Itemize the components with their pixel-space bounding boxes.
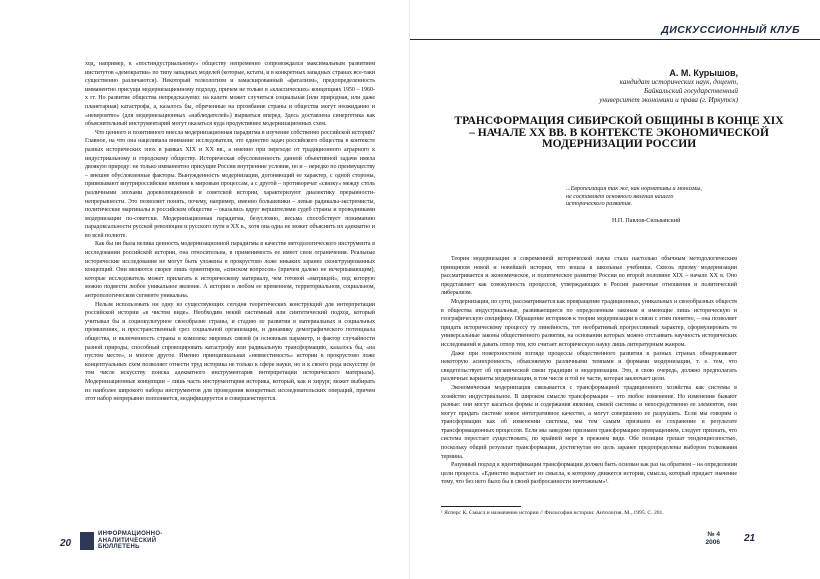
right-paragraph: Даже при поверхностном взгляде процессы общественного развития в разных странах обнаруживают некоторую асинхронность, объясняемую различными темпами и формами модернизации, т. е. тем, что свидетельствует об органической связи традиции и модернизации. Это, в свою очередь, должно предполагать различные варианты модернизации, в том числе и той ее части, которая заключает цели. bbox=[441, 350, 737, 383]
header-rule bbox=[410, 39, 820, 40]
page-number-left: 20 bbox=[60, 538, 72, 549]
right-paragraph: Экономическая модернизация связывается с трансформацией традиционного хозяйства как системы в хозяйство индустриальное. В широком смысле трансформация – это любое изменение. Но изменения бывают разные: они могут касаться формы и содержания явления, связей системы и непосредственно ее элементов, они могут придать системе новое интегративное качество, а могут совершенно ее разрушить. Если мы говорим о трансформации как об изменении системы, мы тем самым признаем ее сохранение в результате трансформационных процессов. Если мы заведомо признаем трансформацию превращением, следует признать, что система перестает существовать, по крайней мере в прежнем виде. Обе позиции грешат тенденциозностью, поскольку общий результат трансформации, достигнутая ею цель заранее предопределены выбором толкования термина. bbox=[441, 384, 737, 460]
page-number-right: 21 bbox=[744, 533, 756, 544]
issue-year: 2006 bbox=[705, 538, 720, 546]
footer-left bbox=[60, 533, 71, 551]
issue-number: № 4 bbox=[707, 531, 720, 538]
footnote-rule bbox=[441, 506, 521, 507]
left-column bbox=[85, 60, 375, 404]
right-paragraph: Теория модернизации в современной исторической науке стала настолько обычным методологическим принципом новой и новейшей истории, что вошла в школьные учебники. Сквозь призму модернизации рассматривается и экономическое, и политическое развитие России во второй половине XIX – начале XX в. Оно представляет как совокупность процессов, утверждающих в России рыночные отношения и политический либерализм. bbox=[441, 256, 737, 297]
right-column bbox=[441, 255, 737, 487]
left-paragraph: Нельзя использовать ни одну из существующих сегодня теоретических конструкций для интерпретации российской истории «в чистом виде». Необходим некий системный или синтетический подход, который учитывал бы и социокультурное своеобразие страны, и стадию ее развития в материальных и социальных проявлениях, и пространственный срез социальной организации, и динамику демографического потенциала общества, и включенность страны в комплекс мировых связей (и основным параметр, и фактор случайности разной природы, способный спровоцировать катастрофу или радикальную трансформацию, казалось бы, «на пустом месте», и многое другое. Именно принципиальная «невместимость» истории в прокрустово ложе концептуальных схем позволяет отнести труд историка не только к сфере науки, но и к своего рода искусству (в том числе искусству поиска адекватного инструментария интерпретации исторического материала). Модернизационные концепции – лишь часть инструментария историка, который, как и хирург, может выбирать из наиболее широкого набора инструментов для проведения конкретных исследовательских операций, причем этот набор непрерывно пополняется, модифицируется и совершенствуется. bbox=[85, 301, 375, 403]
author-block bbox=[438, 68, 738, 105]
bulletin-logo-text: ИНФОРМАЦИОННО- АНАЛИТИЧЕСКИЙ БЮЛЛЕТЕНЬ bbox=[98, 531, 163, 551]
epigraph: ...Европеизация так же, как нормативы и монизмы, не составляет основного явления нашего исторического развития. bbox=[566, 186, 702, 208]
bulletin-logo bbox=[80, 531, 163, 551]
left-paragraph: Что ценного и позитивного внесла модернизационная парадигма в изучение собственно российской истории? Главное, на что она нацеливала внимание исследователя, это единство задач российского общества в контексте разных исторических эпох в рамках XIX и XX вв., а именно при переходе от традиционного аграрного к индустриальному и городскому обществу. Историческая обусловленность данной объективной задачи имела двоякую природу: не только имманентно присущие России внутренние условия, но и – нередко по преимуществу – внешне обусловленные факторы. Вынужденность модернизации, догоняющий ее характер, с одной стороны, привязывают внутрироссийские явления к мировым процессам, а с другой – противоречат «связку» между столь различными эпохами дореволюционной и советской истории, характеризуют диалектику прерывности-непрерывности. Это позволяет понять, почему, например, именно большевики – левые радикалы-экстремисты, политические маргиналы в российском обществе – оказались вдруг вершителями судеб страны и проводниками модернизации по-советски. Модернизационная парадигма, безусловно, весьма способствует пониманию парадоксальности русской революции и русского пути в XX в., хотя она одна не может объяснить их адекватно и во всей полноте. bbox=[85, 129, 375, 239]
author-name: А. М. Курышов, bbox=[669, 68, 738, 78]
right-paragraph: Разумный подход к идентификации трансформации должен быть основан как раз на обратном – на определении цели процесса. «Единство выраcтает из смысла, к которому движется история, смысла, который придает значение тому, что без него было бы в своей разбросанности ничтожным»¹. bbox=[441, 462, 737, 486]
left-paragraph: Как бы ни была велика ценность модернизационной парадигмы в качестве методологического инструмента в исследовании российской истории, она относительна, в применимость ее имеет свои ограничения. Реальные исторические исследования не могут быть уложены в прокрустово ложе никаких заранее сконструированных концепций. Они являются скорее лишь ориентиром, «списком вопросов» (причем далеко не исчерпывающим), которые исследователь может прилагать к историческому материалу, чем готовой «матрицей», под которую можно подвести любое уникальное явление. А история в любом ее временном, территориальном, социальном, антропологическом сегменте уникальна. bbox=[85, 241, 375, 300]
article-title: ТРАНСФОРМАЦИЯ СИБИРСКОЙ ОБЩИНЫ В КОНЦЕ XIX – НАЧАЛЕ XX ВВ. В КОНТЕКСТЕ ЭКОНОМИЧЕСКОЙ МОДЕРНИЗАЦИИ РОССИИ bbox=[454, 115, 784, 151]
section-header: ДИСКУССИОННЫЙ КЛУБ bbox=[661, 24, 800, 36]
author-affiliation: кандидат исторических наук, доцент, Байкальский государственный университет экономики и права (г. Иркутск) bbox=[599, 78, 738, 104]
left-paragraph: ход, например, к «постиндустриальному» обществу непременно сопровождался максимальным развитием институтов «демократии» по типу западных моделей (которые, кстати, и в конкретных западных странах все-таки существенно различаются). Некоторый телеологизм и замаскированный «фатализм», предопределенность имманентно присущи модернизационному подходу, причем не только в «классических» концепциях 1950 – 1960-х гг. Но развитие общества непредсказуемо: на калете может случиться социальная (или природная, или даже планетарная) катастрофа, а, казалось бы, обреченные на прозябание страны и общества могут неожиданно и «невероятно» (для модернизационных «наблюдателей») вырваться вперед. Здесь доставлена синергетика как объяснительный инструментарий могут оказаться куда продуктивнее модернизационных схем. bbox=[85, 61, 376, 128]
bulletin-logo-icon bbox=[80, 532, 94, 550]
right-paragraph: Модернизация, по сути, рассматривается как превращение традиционных, уникальных и своеобразных обществ в общества индустриальные, развивающиеся по определенным законам и имеющие лишь историческую и географическую специфику. Обращение историков к теории модернизации в связи с этим понятно, – она позволяет придать историческому процессу ту линейность, тот необратимый прогрессивный характер, сформулировать те универсальные законы общественного развития, на основании которых можно отстаивать научность исторических исследований и давать отпор тем, кто считает историческую науку лишь литературным жанром. bbox=[441, 298, 737, 348]
epigraph-author: Н.П. Павлов-Сильванский bbox=[612, 218, 681, 224]
footnote: ¹ Ясперс К. Смысл и назначение истории // Философия истории: Антология. М., 1995. С. 201. bbox=[441, 510, 664, 516]
issue-info bbox=[660, 531, 720, 546]
